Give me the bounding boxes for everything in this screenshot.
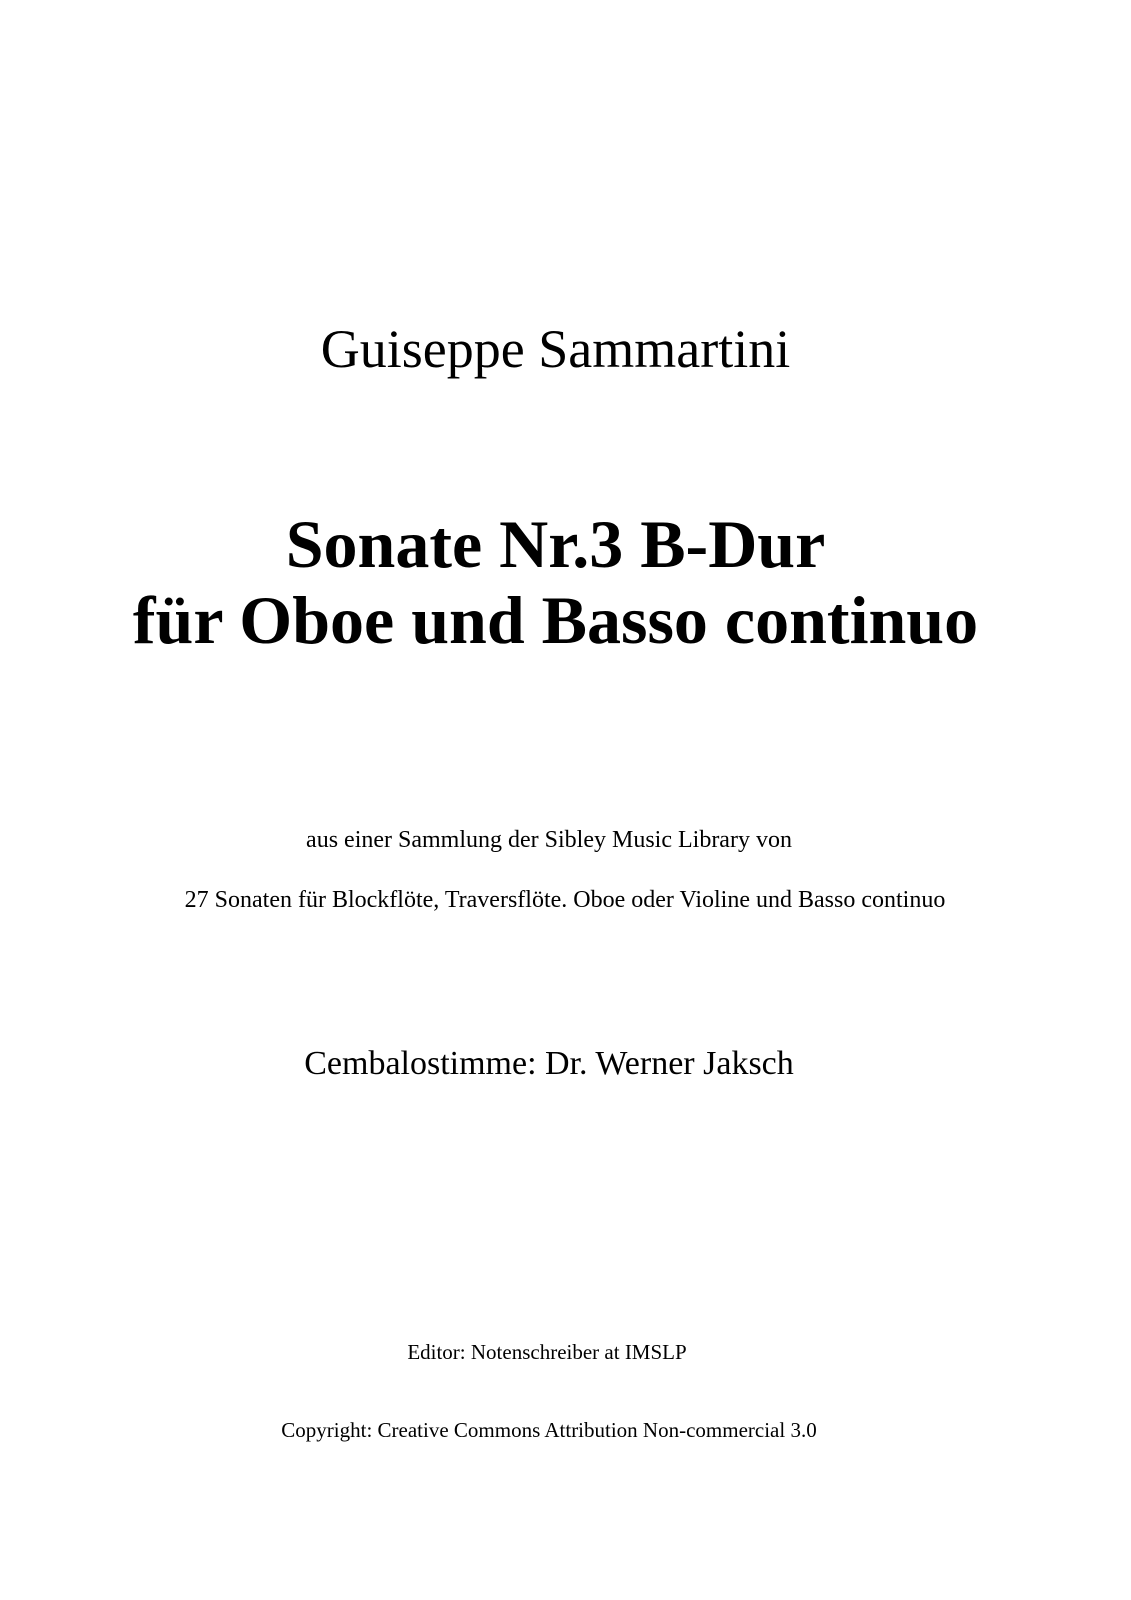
copyright-notice: Copyright: Creative Commons Attribution Non-commercial 3.0 [281, 1418, 817, 1442]
editor-credit: Editor: Notenschreiber at IMSLP [407, 1340, 687, 1364]
title-line-2: für Oboe und Basso continuo [132, 582, 979, 658]
source-line-2: 27 Sonaten für Blockflöte, Traversflöte. Oboe oder Violine und Basso continuo [184, 887, 946, 913]
source-line-1: aus einer Sammlung der Sibley Music Library von [306, 827, 792, 853]
title-line-1: Sonate Nr.3 B-Dur [285, 506, 826, 582]
composer-name: Guiseppe Sammartini [320, 319, 791, 379]
arranger-credit: Cembalostimme: Dr. Werner Jaksch [304, 1045, 794, 1082]
